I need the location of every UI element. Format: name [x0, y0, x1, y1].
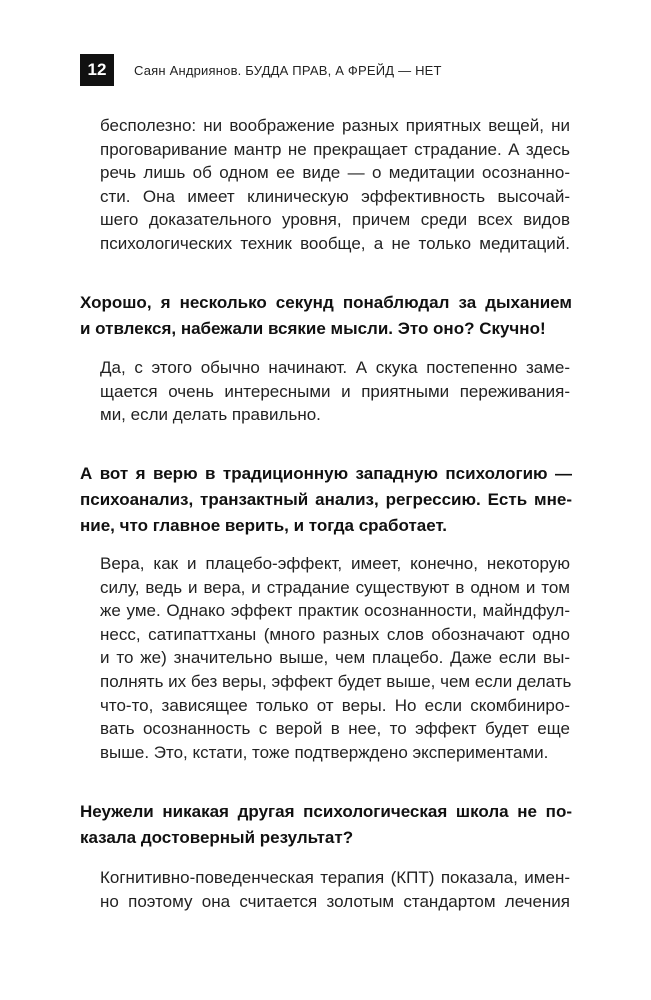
- text-line: и отвлекся, набежали всякие мысли. Это оно? Скучно!: [80, 319, 546, 338]
- text-line: ми, если делать правильно.: [100, 405, 321, 425]
- text-line: А вот я верю в традиционную западную психологию —: [80, 464, 572, 483]
- answer-paragraph: [100, 866, 570, 913]
- text-line: казала достоверный результат?: [80, 828, 354, 847]
- text-line: что-то, зависящее только от веры. Но если скомбиниро-: [100, 695, 570, 715]
- text-line: выше. Это, кстати, тоже подтверждено экспериментами.: [100, 742, 549, 762]
- question-heading: [80, 461, 572, 539]
- text-line: Когнитивно-поведенческая терапия (КПТ) показала, имен-: [100, 868, 570, 887]
- text-line: силу, ведь и вера, и страдание существуют в одном и том: [100, 577, 570, 597]
- answer-paragraph: [100, 114, 570, 256]
- text-line: бесполезно: ни воображение разных приятных вещей, ни: [100, 116, 570, 135]
- text-line: Неужели никакая другая психологическая школа не по-: [80, 802, 572, 821]
- text-line: речь лишь об одном ее виде — о медитации осознанно-: [100, 163, 570, 183]
- text-line: проговаривание мантр не прекращает страдание. А здесь: [100, 139, 570, 159]
- text-line: же уме. Однако эффект практик осознанности, майндфул-: [100, 601, 570, 621]
- text-line: Хорошо, я несколько секунд понаблюдал за дыханием: [80, 293, 572, 312]
- text-line: Да, с этого обычно начинают. А скука постепенно заме-: [100, 358, 570, 377]
- text-line: сти. Она имеет клиническую эффективность высочай-: [100, 186, 570, 206]
- text-line: щается очень интересными и приятными переживания-: [100, 381, 570, 401]
- text-line: полнять их без веры, эффект будет выше, чем если делать: [100, 671, 572, 691]
- running-title: Саян Андриянов. БУДДА ПРАВ, А ФРЕЙД — НЕТ: [134, 62, 442, 78]
- question-heading: [80, 290, 572, 342]
- question-heading: [80, 799, 572, 851]
- answer-paragraph: [100, 356, 570, 427]
- text-line: но поэтому она считается золотым стандартом лечения: [100, 891, 570, 911]
- text-line: и то же) значительно выше, чем плацебо. Даже если вы-: [100, 648, 570, 668]
- text-line: вать осознанность с верой в нее, то эффект будет еще: [100, 719, 570, 739]
- text-line: шего доказательного уровня, причем среди всех видов: [100, 210, 570, 230]
- text-line: ние, что главное верить, и тогда сработает.: [80, 516, 448, 535]
- text-line: психоанализ, транзактный анализ, регрессию. Есть мне-: [80, 490, 572, 509]
- text-line: несс, сатипаттханы (много разных слов обозначают одно: [100, 624, 570, 644]
- page-header: [80, 54, 442, 86]
- text-line: психологических техник вообще, а не только медитаций.: [100, 233, 570, 253]
- page-number: 12: [80, 54, 114, 86]
- text-line: Вера, как и плацебо-эффект, имеет, конечно, некоторую: [100, 554, 570, 573]
- answer-paragraph: [100, 552, 570, 764]
